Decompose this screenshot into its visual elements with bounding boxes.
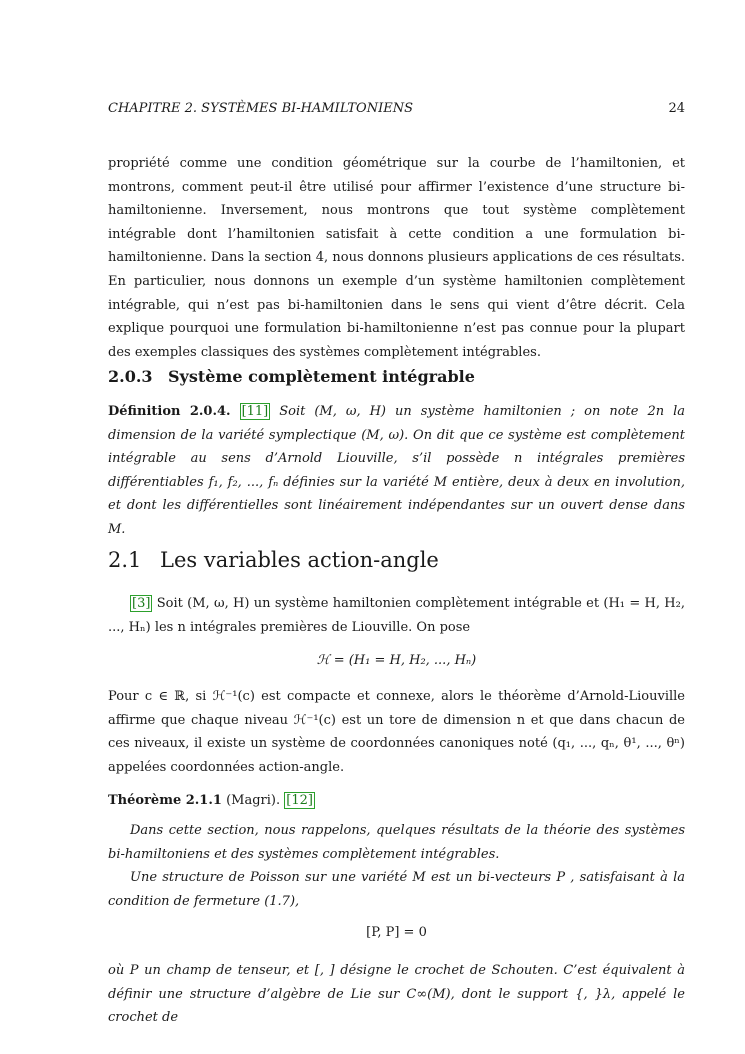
theorem-label: Théorème 2.1.1: [108, 793, 222, 808]
page-number: 24: [668, 101, 685, 116]
section-number: 2.0.3: [108, 367, 153, 386]
section-heading-2-1: [108, 548, 685, 572]
definition-label: Définition 2.0.4.: [108, 404, 231, 419]
section-heading-2-0-3: [108, 367, 685, 386]
definition-block: [108, 400, 685, 542]
paragraph-text: Pour c ∈ ℝ, si ℋ⁻¹(c) est compacte et connexe, alors le théorème d’Arnold-Liouville affirme que chaque niveau ℋ⁻¹(c) est un tore de dimension n et que dans chacun de ces niveaux, il existe un système de coordonnées canoniques noté (q₁, ..., qₙ, θ¹, ..., θⁿ) appelées coordonnées action-angle.: [108, 689, 685, 775]
theorem-name: (Magri).: [226, 793, 281, 808]
paragraph-text: Soit (M, ω, H) un système hamiltonien complètement intégrable et (H₁ = H, H₂, ..., Hₙ) les n intégrales premières de Liouville. On pose: [108, 596, 685, 635]
action-angle-paragraph: [108, 592, 685, 639]
citation-link[interactable]: [3]: [132, 596, 151, 611]
running-header: [108, 101, 685, 116]
section-title: Système complètement intégrable: [168, 367, 475, 386]
arnold-liouville-paragraph: [108, 685, 685, 779]
chapter-title: CHAPITRE 2. SYSTÈMES BI-HAMILTONIENS: [108, 101, 413, 116]
theorem-paragraph-2: Une structure de Poisson sur une variété M est un bi-vecteurs P , satisfaisant à la condition de fermeture (1.7),: [108, 870, 685, 909]
equation-hamiltonian-map: ℋ = (H₁ = H, H₂, ..., Hₙ): [316, 653, 477, 668]
theorem-body: [108, 819, 685, 913]
intro-text: propriété comme une condition géométrique sur la courbe de l’hamiltonien, et montrons, comment peut-il être utilisé pour affirmer l’existence d’une structure bi- hamiltonienne. Inversement, nous montrons que tout système complètement intégrable dont l’hamiltonien satisfait à cette condition a une formulation bi-hamiltonienne. Dans la section 4, nous donnons plusieurs applications de ces résultats. En particulier, nous donnons un exemple d’un système hamiltonien complètement intégrable, qui n’est pas bi-hamiltonien dans le sens qui vient d’être décrit. Cela explique pourquoi une formulation bi-hamiltonienne n’est pas connue pour la plupart des exemples classiques des systèmes complètement intégrables.: [108, 156, 685, 360]
citation-link[interactable]: [12]: [286, 793, 313, 808]
intro-paragraph: [108, 152, 685, 364]
theorem-heading: [108, 793, 685, 808]
schouten-paragraph: [108, 959, 685, 1030]
definition-text: Soit (M, ω, H) un système hamiltonien ; on note 2n la dimension de la variété symplectique (M, ω). On dit que ce système est complètement intégrable au sens d’Arnold Liouville, s’il possède n intégrales premières différentiables f₁, f₂, ..., fₙ définies sur la variété M entière, deux à deux en involution, et dont les différentielles sont linéairement indépendantes sur un ouvert dense dans M.: [108, 404, 685, 537]
paragraph-text: où P un champ de tenseur, et [, ] désigne le crochet de Schouten. C’est équivalent à définir une structure d’algèbre de Lie sur C∞(M), dont le support {, }λ, appelé le crochet de: [108, 963, 685, 1026]
theorem-paragraph-1: Dans cette section, nous rappelons, quelques résultats de la théorie des systèmes bi-hamiltoniens et des systèmes complètement intégrables.: [108, 823, 685, 862]
section-title: Les variables action-angle: [160, 548, 439, 572]
section-number: 2.1: [108, 548, 142, 572]
equation-poisson-closure: [P, P] = 0: [366, 925, 427, 940]
citation-link[interactable]: [11]: [241, 404, 269, 419]
